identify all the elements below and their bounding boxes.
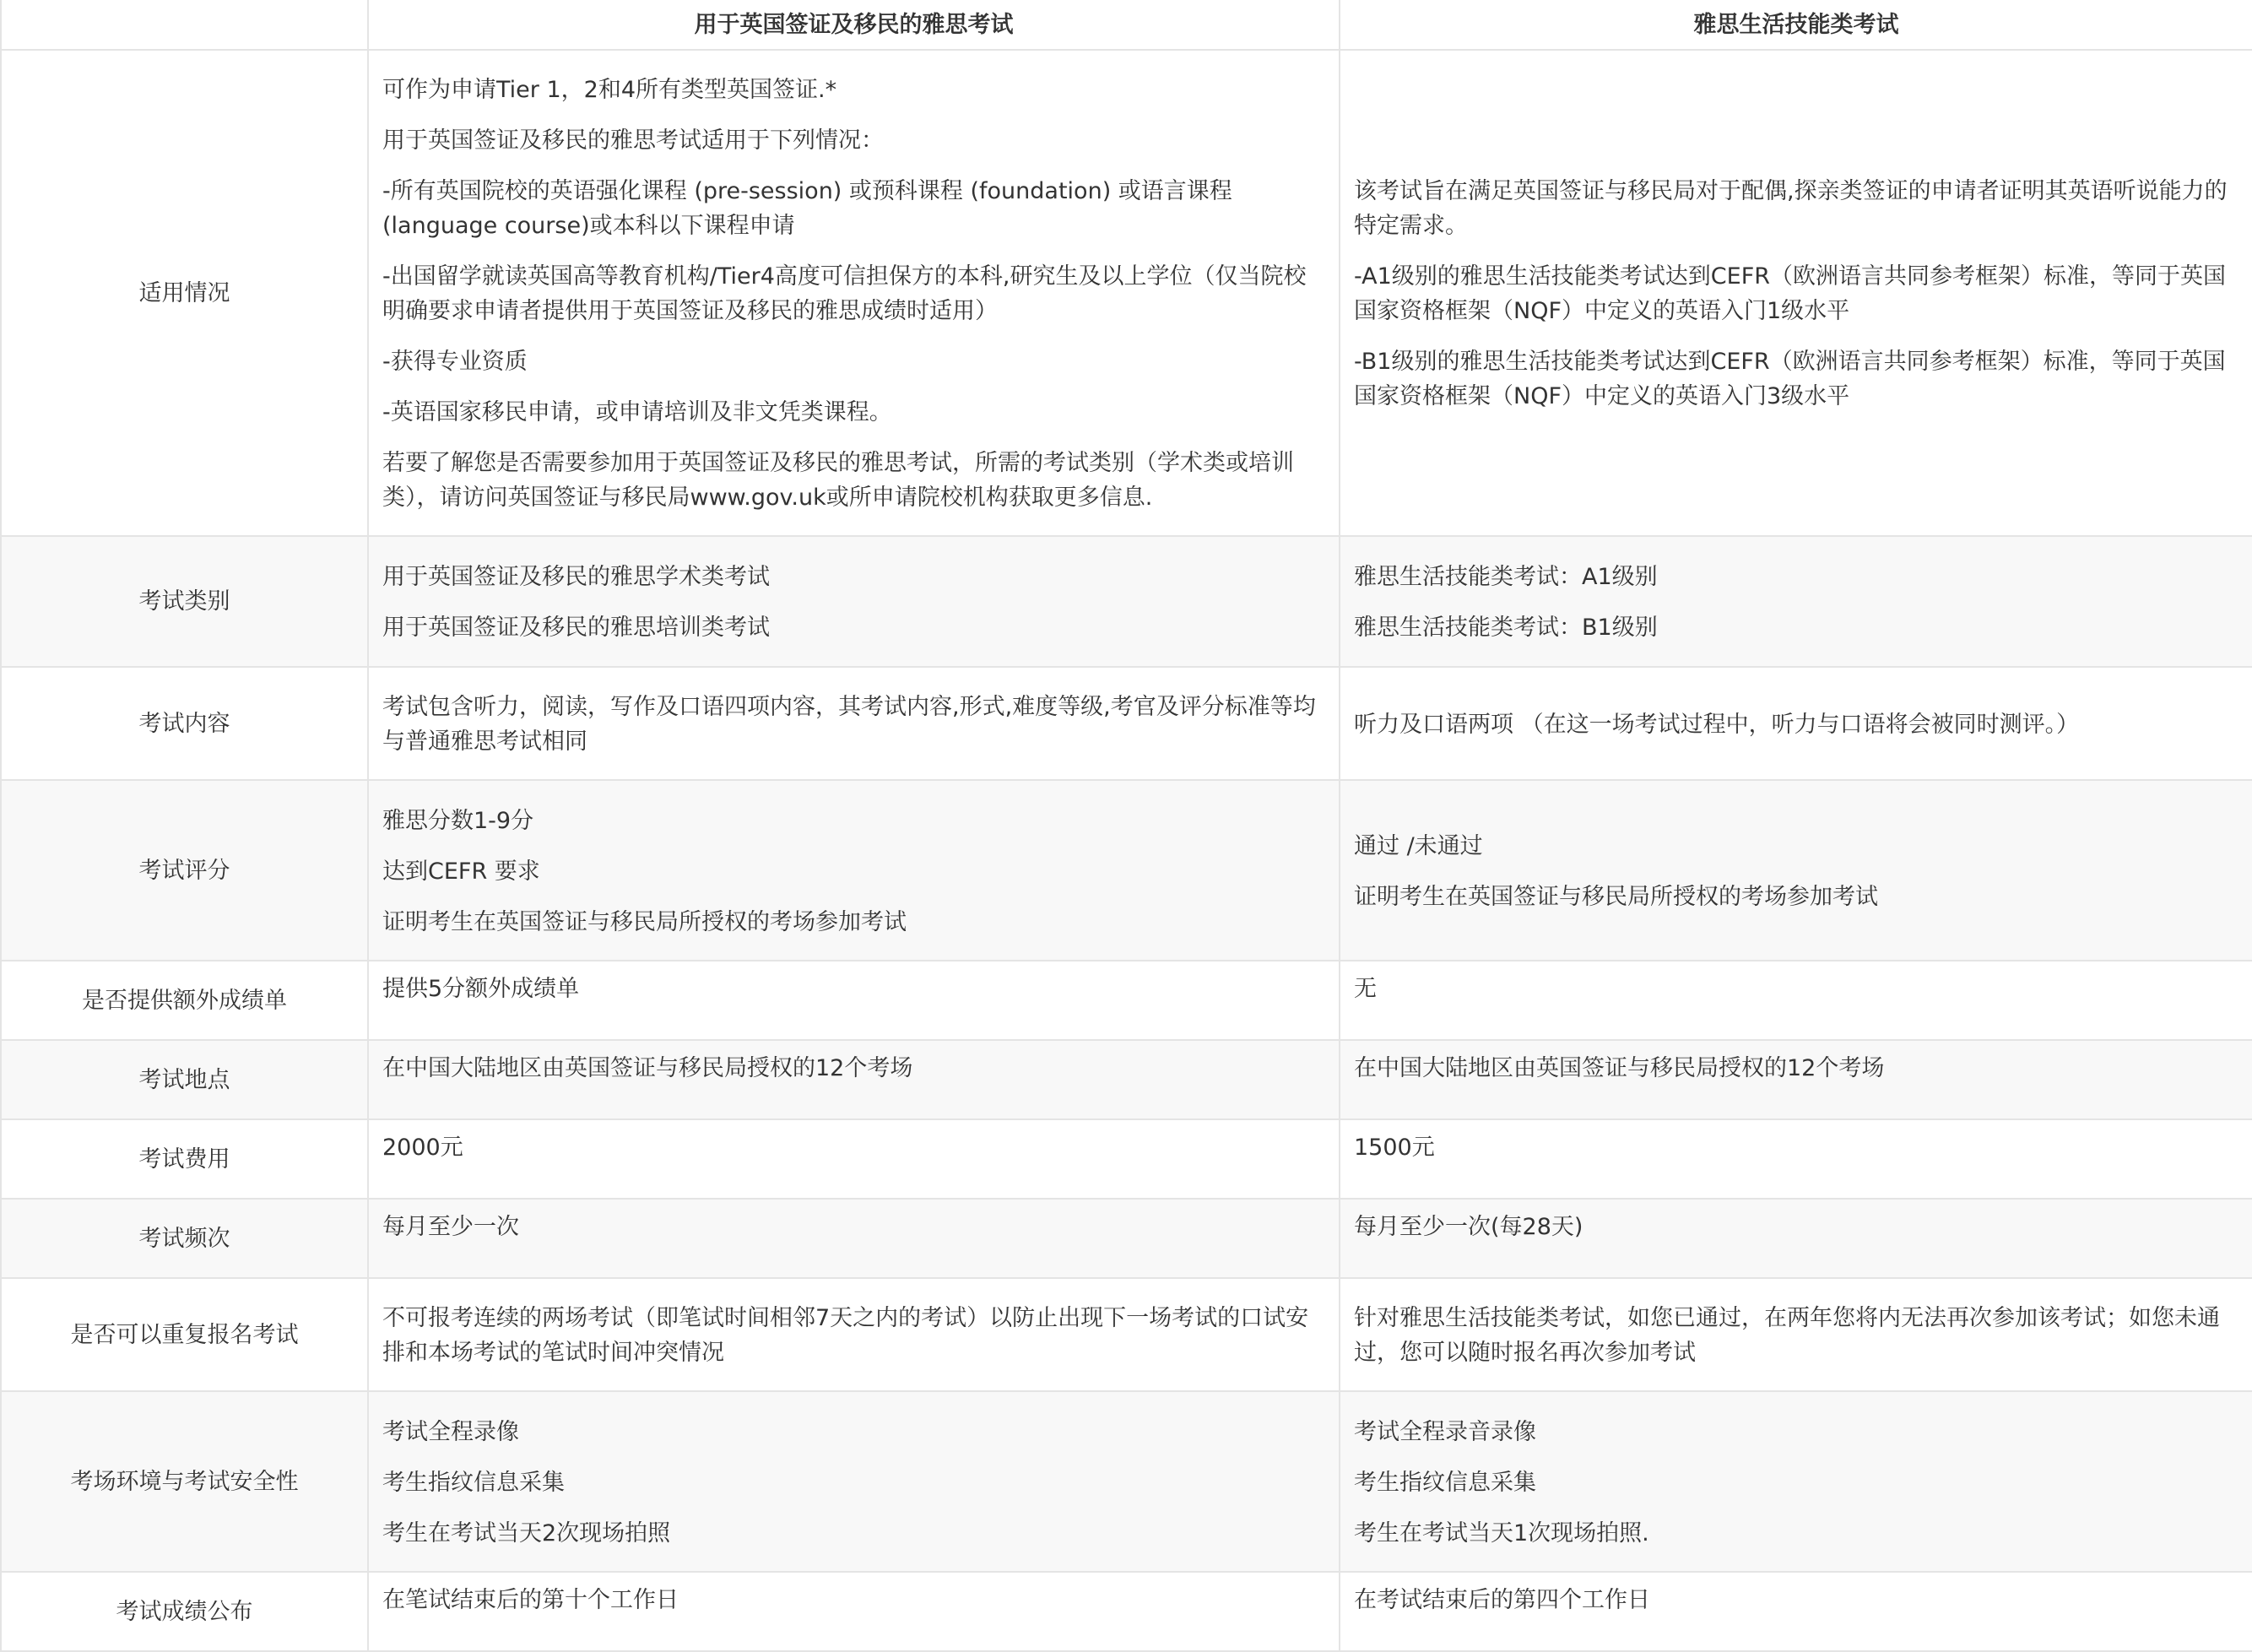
header-ielts-life-skills: 雅思生活技能类考试 — [1340, 0, 2252, 50]
cell-text: 在中国大陆地区由英国签证与移民局授权的12个考场 — [1354, 1055, 1885, 1081]
cell-text: 考生在考试当天2次现场拍照 — [382, 1519, 671, 1546]
cell-text: 2000元 — [382, 1135, 463, 1161]
row-label: 适用情况 — [1, 50, 368, 536]
cell-text: 提供5分额外成绩单 — [382, 976, 580, 1002]
row-label: 考试内容 — [1, 667, 368, 780]
cell-ielts-life-skills — [1340, 667, 2252, 780]
cell-ielts-life-skills — [1340, 50, 2252, 536]
header-ielts-ukvi: 用于英国签证及移民的雅思考试 — [368, 0, 1340, 50]
cell-text: 证明考生在英国签证与移民局所授权的考场参加考试 — [1354, 883, 1878, 910]
row-label: 考试费用 — [1, 1119, 368, 1199]
row-label: 考试成绩公布 — [1, 1572, 368, 1651]
cell-text: 雅思生活技能类考试：A1级别 — [1354, 564, 1658, 590]
row-test-location — [1, 1040, 2252, 1119]
cell-text: 达到CEFR 要求 — [382, 858, 540, 885]
row-label: 考试频次 — [1, 1199, 368, 1278]
cell-ielts-ukvi — [368, 1199, 1340, 1278]
row-label: 考试地点 — [1, 1040, 368, 1119]
cell-text: 若要了解您是否需要参加用于英国签证及移民的雅思考试，所需的考试类别（学术类或培训类），请访问英国签证与移民局www.gov.uk或所申请院校机构获取更多信息. — [382, 450, 1294, 511]
cell-text: 雅思分数1-9分 — [382, 807, 534, 834]
row-test-fee — [1, 1119, 2252, 1199]
cell-text: 雅思生活技能类考试：B1级别 — [1354, 615, 1658, 641]
cell-ielts-ukvi — [368, 961, 1340, 1040]
row-label: 考试评分 — [1, 780, 368, 961]
cell-text: -A1级别的雅思生活技能类考试达到CEFR（欧洲语言共同参考框架）标准，等同于英国国家资格框架（NQF）中定义的英语入门1级水平 — [1354, 263, 2226, 324]
row-test-security — [1, 1391, 2252, 1572]
row-label: 考场环境与考试安全性 — [1, 1391, 368, 1572]
cell-ielts-life-skills — [1340, 536, 2252, 667]
cell-ielts-ukvi — [368, 1572, 1340, 1651]
row-label: 考试类别 — [1, 536, 368, 667]
cell-text: 通过 /未通过 — [1354, 832, 1483, 859]
row-results-release — [1, 1572, 2252, 1651]
row-label: 是否可以重复报名考试 — [1, 1278, 368, 1391]
cell-ielts-life-skills — [1340, 961, 2252, 1040]
cell-text: 可作为申请Tier 1，2和4所有类型英国签证.* — [382, 77, 837, 103]
cell-ielts-life-skills — [1340, 780, 2252, 961]
cell-ielts-ukvi — [368, 1040, 1340, 1119]
cell-text: 针对雅思生活技能类考试，如您已通过，在两年您将内无法再次参加该考试；如您未通过，您可以随时报名再次参加考试 — [1354, 1305, 2220, 1366]
cell-text: 听力及口语两项 （在这一场考试过程中，听力与口语将会被同时测评。） — [1354, 711, 2080, 738]
cell-text: 不可报考连续的两场考试（即笔试时间相邻7天之内的考试）以防止出现下一场考试的口试安排和本场考试的笔试时间冲突情况 — [382, 1305, 1309, 1366]
cell-ielts-ukvi — [368, 1391, 1340, 1572]
cell-text: 考试全程录像 — [382, 1418, 519, 1445]
row-test-type — [1, 536, 2252, 667]
cell-ielts-life-skills — [1340, 1040, 2252, 1119]
cell-text: 用于英国签证及移民的雅思考试适用于下列情况： — [382, 127, 884, 154]
row-extra-transcript — [1, 961, 2252, 1040]
header-row — [1, 0, 2252, 50]
cell-ielts-ukvi — [368, 667, 1340, 780]
row-suitability — [1, 50, 2252, 536]
cell-text: 用于英国签证及移民的雅思培训类考试 — [382, 615, 770, 641]
row-retake — [1, 1278, 2252, 1391]
cell-text: 无 — [1354, 976, 1377, 1002]
cell-text: -B1级别的雅思生活技能类考试达到CEFR（欧洲语言共同参考框架）标准，等同于英国国家资格框架（NQF）中定义的英语入门3级水平 — [1354, 349, 2226, 409]
cell-ielts-ukvi — [368, 1278, 1340, 1391]
cell-ielts-ukvi — [368, 780, 1340, 961]
cell-text: 每月至少一次(每28天) — [1354, 1214, 1583, 1240]
cell-ielts-ukvi — [368, 536, 1340, 667]
cell-text: 每月至少一次 — [382, 1214, 519, 1240]
cell-ielts-life-skills — [1340, 1199, 2252, 1278]
row-test-frequency — [1, 1199, 2252, 1278]
cell-text: -英语国家移民申请，或申请培训及非文凭类课程。 — [382, 399, 892, 425]
header-corner-cell — [1, 0, 368, 50]
cell-text: 用于英国签证及移民的雅思学术类考试 — [382, 564, 770, 590]
cell-text: 在考试结束后的第四个工作日 — [1354, 1587, 1650, 1613]
row-test-content — [1, 667, 2252, 780]
row-label: 是否提供额外成绩单 — [1, 961, 368, 1040]
cell-text: 考生在考试当天1次现场拍照. — [1354, 1519, 1649, 1546]
cell-text: 1500元 — [1354, 1135, 1435, 1161]
cell-ielts-life-skills — [1340, 1391, 2252, 1572]
cell-text: -所有英国院校的英语强化课程 (pre-session) 或预科课程 (foundation) 或语言课程 (language course)或本科以下课程申请 — [382, 178, 1232, 239]
cell-text: 在笔试结束后的第十个工作日 — [382, 1587, 679, 1613]
cell-ielts-life-skills — [1340, 1119, 2252, 1199]
cell-text: -获得专业资质 — [382, 349, 528, 375]
cell-ielts-life-skills — [1340, 1278, 2252, 1391]
cell-text: 在中国大陆地区由英国签证与移民局授权的12个考场 — [382, 1055, 913, 1081]
row-scoring — [1, 780, 2252, 961]
cell-text: 考试全程录音录像 — [1354, 1418, 1536, 1445]
cell-text: 该考试旨在满足英国签证与移民局对于配偶,探亲类签证的申请者证明其英语听说能力的特定需求。 — [1354, 178, 2228, 239]
cell-ielts-ukvi — [368, 1119, 1340, 1199]
cell-ielts-life-skills — [1340, 1572, 2252, 1651]
cell-text: -出国留学就读英国高等教育机构/Tier4高度可信担保方的本科,研究生及以上学位（仅当院校明确要求申请者提供用于英国签证及移民的雅思成绩时适用） — [382, 263, 1307, 324]
cell-ielts-ukvi — [368, 50, 1340, 536]
cell-text: 考生指纹信息采集 — [382, 1469, 565, 1496]
cell-text: 证明考生在英国签证与移民局所授权的考场参加考试 — [382, 908, 907, 935]
cell-text: 考生指纹信息采集 — [1354, 1469, 1536, 1496]
cell-text: 考试包含听力，阅读，写作及口语四项内容，其考试内容,形式,难度等级,考官及评分标准等均与普通雅思考试相同 — [382, 694, 1316, 755]
